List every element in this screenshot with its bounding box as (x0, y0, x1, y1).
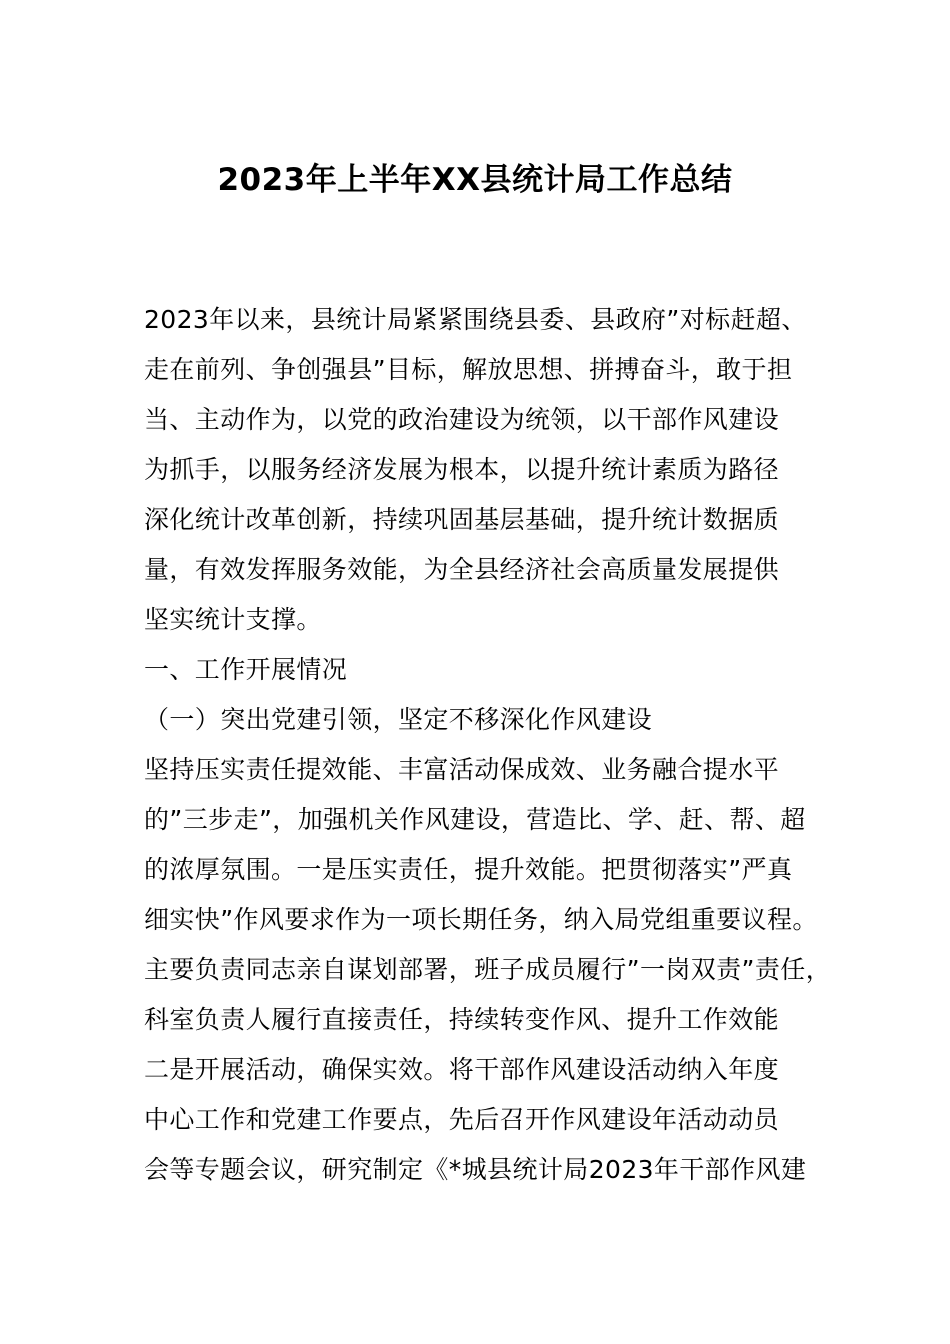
body-line: 坚持压实责任提效能、丰富活动保成效、业务融合提水平 (144, 755, 780, 784)
body-line: 量，有效发挥服务效能，为全县经济社会高质量发展提供 (144, 555, 780, 584)
body-line: 走在前列、争创强县”目标，解放思想、拼搏奋斗，敢于担 (144, 355, 793, 384)
section-heading: 一、工作开展情况 (144, 655, 348, 684)
body-line: 的”三步走”，加强机关作风建设，营造比、学、赶、帮、超 (144, 805, 806, 834)
body-line: 当、主动作为，以党的政治建设为统领，以干部作风建设 (144, 405, 780, 434)
body-line: 中心工作和党建工作要点，先后召开作风建设年活动动员 (144, 1105, 780, 1134)
body-line: 会等专题会议，研究制定《*城县统计局2023年干部作风建 (144, 1155, 807, 1184)
body-line: 的浓厚氛围。一是压实责任，提升效能。把贯彻落实”严真 (144, 855, 793, 884)
body-line: 2023年以来，县统计局紧紧围绕县委、县政府”对标赶超、 (144, 305, 807, 334)
body-line: 为抓手，以服务经济发展为根本，以提升统计素质为路径 (144, 455, 780, 484)
body-line: 细实快”作风要求作为一项长期任务，纳入局党组重要议程。 (144, 905, 818, 934)
subsection-heading: （一）突出党建引领，坚定不移深化作风建设 (144, 705, 653, 734)
document-title: 2023年上半年XX县统计局工作总结 (217, 162, 733, 198)
body-line: 科室负责人履行直接责任，持续转变作风、提升工作效能 (144, 1005, 780, 1034)
body-line: 二是开展活动，确保实效。将干部作风建设活动纳入年度 (144, 1055, 780, 1084)
body-line: 坚实统计支撑。 (144, 605, 322, 634)
body-line: 主要负责同志亲自谋划部署，班子成员履行”一岗双责”责任， (144, 955, 832, 984)
body-line: 深化统计改革创新，持续巩固基层基础，提升统计数据质 (144, 505, 780, 534)
